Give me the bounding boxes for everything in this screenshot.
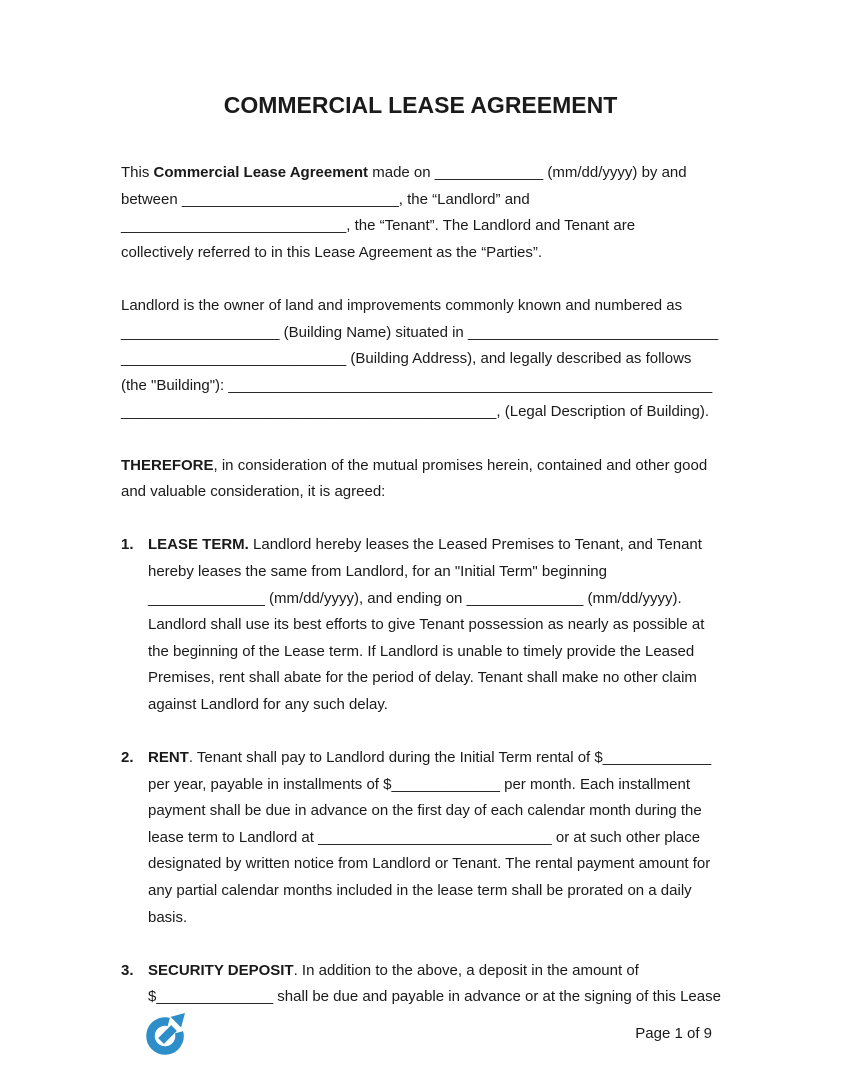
blank-field: __________________________ <box>181 190 399 208</box>
text-segment: , (Legal Description of Building). <box>496 403 710 421</box>
text-line <box>148 958 722 985</box>
text-segment: Landlord hereby leases the Leased Premises to Tenant, and Tenant <box>248 536 702 554</box>
page-number-label: Page 1 of 9 <box>635 1024 712 1042</box>
text-line <box>148 984 722 1011</box>
text-segment: (mm/dd/yyyy). <box>583 589 682 607</box>
blank-field: _____________ <box>391 775 500 793</box>
text-segment: made on <box>368 164 435 181</box>
list-number: 2. <box>121 749 134 767</box>
text-segment: Premises, rent shall abate for the period of delay. Tenant shall make no other claim <box>148 669 697 687</box>
rent-item <box>121 745 722 931</box>
text-segment: This <box>121 164 154 181</box>
list-number: 1. <box>121 536 134 554</box>
blank-field: ______________________________ <box>467 323 719 341</box>
text-line <box>148 825 722 852</box>
text-segment: (the "Building"): <box>121 376 229 394</box>
text-segment: Landlord is the owner of land and improvements commonly known and numbered as <box>121 296 683 314</box>
text-line <box>121 213 722 240</box>
therefore-paragraph <box>121 453 722 506</box>
text-line <box>148 586 722 613</box>
text-line <box>148 772 722 799</box>
text-segment: LEASE TERM. <box>148 536 249 554</box>
text-segment: (Building Address), and legally described as follows <box>346 350 692 368</box>
blank-field: _____________ <box>434 164 544 181</box>
intro-paragraph <box>121 160 722 266</box>
text-segment: , the “Landlord” and <box>398 190 530 208</box>
text-line <box>121 320 722 347</box>
text-segment: RENT <box>148 749 189 767</box>
text-line <box>148 532 722 559</box>
text-line <box>148 639 722 666</box>
blank-field: ___________________ <box>121 323 280 341</box>
blank-field: __________________________________________________________ <box>228 376 713 394</box>
text-line <box>148 905 722 932</box>
text-segment: , the “Tenant”. The Landlord and Tenant are <box>346 217 636 235</box>
list-item-body <box>148 958 722 1011</box>
list-item-body <box>148 532 722 718</box>
text-segment: between <box>121 190 182 208</box>
text-line <box>121 479 722 506</box>
security-deposit-item <box>121 958 722 1011</box>
text-segment: (mm/dd/yyyy) by and <box>543 164 687 181</box>
text-line <box>148 798 722 825</box>
text-segment: hereby leases the same from Landlord, for an "Initial Term" beginning <box>148 562 607 580</box>
text-line <box>148 692 722 719</box>
text-segment: against Landlord for any such delay. <box>148 695 388 713</box>
document-title: COMMERCIAL LEASE AGREEMENT <box>223 92 618 118</box>
text-segment: basis. <box>148 908 188 926</box>
page-footer <box>121 1008 722 1058</box>
text-line <box>148 559 722 586</box>
text-segment: or at such other place <box>551 828 701 846</box>
text-segment: and valuable consideration, it is agreed: <box>121 483 386 501</box>
text-segment: per month. Each installment <box>499 775 691 793</box>
text-segment: Commercial Lease Agreement <box>153 164 369 181</box>
building-paragraph <box>121 293 722 426</box>
text-segment: shall be due and payable in advance or at the signing of this Lease <box>273 988 721 1006</box>
text-line <box>121 240 722 267</box>
text-line <box>121 399 722 426</box>
blank-field: ______________ <box>156 988 274 1006</box>
text-line <box>121 160 722 187</box>
text-segment: SECURITY DEPOSIT <box>148 961 294 979</box>
text-line <box>148 851 722 878</box>
blank-field: ___________________________ <box>121 217 347 235</box>
text-segment: THEREFORE <box>121 456 214 474</box>
blank-field: ______________ <box>466 589 584 607</box>
text-segment: , in consideration of the mutual promises herein, contained and other good <box>213 456 708 474</box>
text-line <box>121 187 722 214</box>
text-line <box>148 665 722 692</box>
lease-term-item <box>121 532 722 718</box>
blank-field: _____________________________________________ <box>121 403 497 421</box>
blank-field: ______________ <box>148 589 265 607</box>
text-line <box>121 373 722 400</box>
text-segment: per year, payable in installments of $ <box>148 775 392 793</box>
text-line <box>148 878 722 905</box>
text-segment: Landlord shall use its best efforts to give Tenant possession as nearly as possible at <box>148 616 705 634</box>
list-number: 3. <box>121 961 134 979</box>
list-item-body <box>148 745 722 931</box>
text-segment: . In addition to the above, a deposit in the amount of <box>293 961 639 979</box>
text-segment: any partial calendar months included in the lease term shall be prorated on a daily <box>148 882 692 900</box>
blank-field: _____________ <box>602 749 712 767</box>
document-body <box>121 160 722 1011</box>
text-segment: payment shall be due in advance on the first day of each calendar month during the <box>148 802 702 820</box>
text-segment: lease term to Landlord at <box>148 828 319 846</box>
text-segment: (mm/dd/yyyy), and ending on <box>264 589 467 607</box>
text-line <box>121 453 722 480</box>
text-line <box>148 745 722 772</box>
text-line <box>148 612 722 639</box>
text-segment: . Tenant shall pay to Landlord during the Initial Term rental of $ <box>188 749 603 767</box>
text-segment: the beginning of the Lease term. If Landlord is unable to timely provide the Leased <box>148 642 695 660</box>
text-segment: (Building Name) situated in <box>279 323 468 341</box>
text-segment: collectively referred to in this Lease Agreement as the “Parties”. <box>121 243 543 261</box>
blank-field: ___________________________ <box>121 350 347 368</box>
blank-field: ____________________________ <box>318 828 552 846</box>
text-line <box>121 293 722 320</box>
text-segment: $ <box>148 988 157 1006</box>
circular-arrow-logo-icon <box>145 1010 189 1056</box>
text-line <box>121 346 722 373</box>
text-segment: designated by written notice from Landlord or Tenant. The rental payment amount for <box>148 855 711 873</box>
